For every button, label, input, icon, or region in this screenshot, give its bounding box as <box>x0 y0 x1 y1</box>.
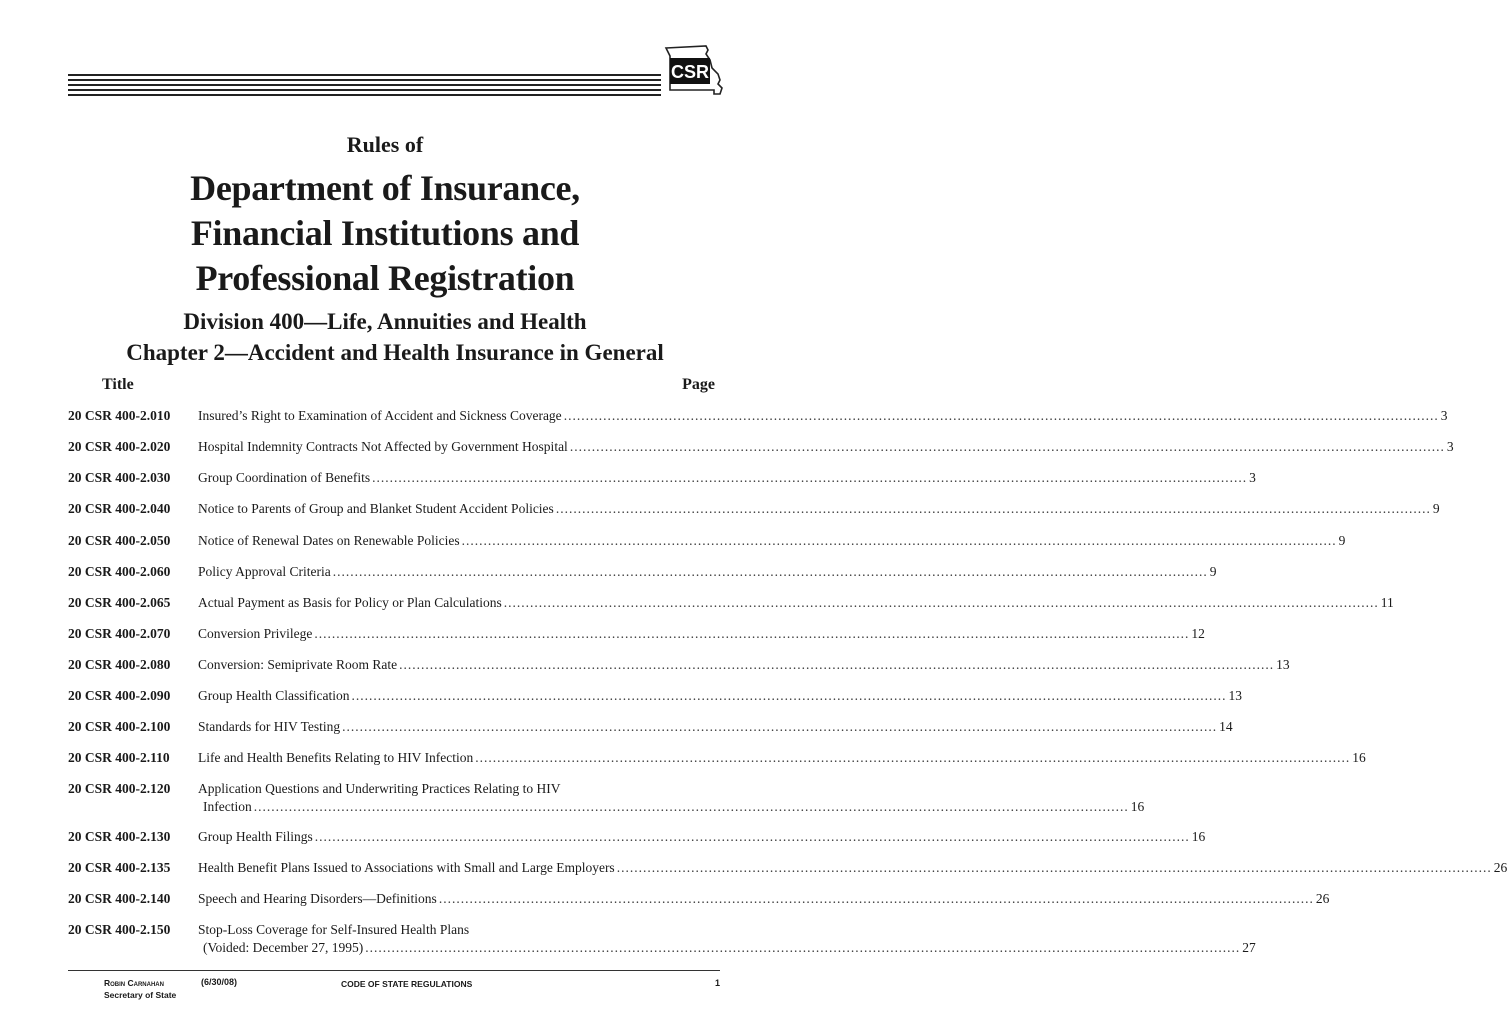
footer-publication: CODE OF STATE REGULATIONS <box>341 979 473 989</box>
rule-number: 20 CSR 400-2.110 <box>68 750 170 765</box>
rule-number: 20 CSR 400-2.050 <box>68 533 171 548</box>
rule-title: Stop-Loss Coverage for Self-Insured Health Plans <box>198 922 470 937</box>
page-number: 27 <box>1242 940 1256 955</box>
header-rules <box>68 74 661 99</box>
rule-title: Notice to Parents of Group and Blanket Student Accident Policies <box>198 501 554 516</box>
rule-title: Insured’s Right to Examination of Accident and Sickness Coverage <box>198 408 562 423</box>
dot-leader: ........................................................................................................................................................................................................ <box>314 829 1190 844</box>
rule-title: Health Benefit Plans Issued to Associations with Small and Large Employers <box>198 860 615 875</box>
page-column-header: Page <box>682 376 715 393</box>
dot-leader: ........................................................................................................................................................................................................ <box>475 750 1351 765</box>
rule-title: Application Questions and Underwriting Practices Relating to HIV <box>198 781 561 796</box>
chapter-heading: Chapter 2—Accident and Health Insurance in General <box>126 340 664 365</box>
page-number: 16 <box>1191 829 1206 844</box>
rule-number: 20 CSR 400-2.070 <box>68 626 171 641</box>
page-number: 12 <box>1191 626 1205 641</box>
rule-title: Conversion Privilege <box>198 626 313 641</box>
footer-page-number: 1 <box>715 978 721 988</box>
rule-number: 20 CSR 400-2.080 <box>68 657 171 672</box>
rule-title: Notice of Renewal Dates on Renewable Policies <box>198 533 460 548</box>
page-number: 14 <box>1219 719 1233 734</box>
division-heading: Division 400—Life, Annuities and Health <box>183 309 587 334</box>
dot-leader: ........................................................................................................................................................................................................ <box>438 891 1314 906</box>
rule-number: 20 CSR 400-2.100 <box>68 719 171 734</box>
page-number: 9 <box>1209 564 1217 579</box>
rule-title: Policy Approval Criteria <box>198 564 331 579</box>
rule-number: 20 CSR 400-2.150 <box>68 922 171 937</box>
dot-leader: ........................................................................................................................................................................................................ <box>372 470 1248 485</box>
rule-number: 20 CSR 400-2.135 <box>68 860 171 875</box>
rule-number: 20 CSR 400-2.040 <box>68 501 171 516</box>
page-number: 16 <box>1352 750 1366 765</box>
dot-leader: ........................................................................................................................................................................................................ <box>314 626 1190 641</box>
footer-secretary-role: Secretary of State <box>104 990 177 1000</box>
footer-date: (6/30/08) <box>201 977 238 987</box>
department-title-line: Department of Insurance, <box>190 168 580 208</box>
rule-title: Group Health Filings <box>198 829 313 844</box>
rule-number: 20 CSR 400-2.020 <box>68 439 171 454</box>
missouri-state-outline-icon <box>662 40 726 100</box>
rule-title: Group Health Classification <box>198 688 350 703</box>
dot-leader: ........................................................................................................................................................................................................ <box>365 940 1241 955</box>
rule-number: 20 CSR 400-2.060 <box>68 564 171 579</box>
dot-leader: ........................................................................................................................................................................................................ <box>342 719 1218 734</box>
rule-number: 20 CSR 400-2.130 <box>68 829 171 844</box>
rule-title: Group Coordination of Benefits <box>198 470 371 485</box>
rule-title: Conversion: Semiprivate Room Rate <box>198 657 398 672</box>
rules-of-heading: Rules of <box>346 132 424 157</box>
rule-number: 20 CSR 400-2.065 <box>68 595 171 610</box>
department-title-line: Professional Registration <box>195 258 575 298</box>
rule-title-continuation: Infection <box>203 799 252 814</box>
footer-secretary-name: Robin Carnahan <box>104 978 164 988</box>
dot-leader: ........................................................................................................................................................................................................ <box>569 439 1445 454</box>
page-number: 16 <box>1130 799 1145 814</box>
logo-text: CSR <box>670 62 710 82</box>
rule-title: Speech and Hearing Disorders—Definitions <box>198 891 437 906</box>
rule-number: 20 CSR 400-2.010 <box>68 408 171 423</box>
footer-rule <box>68 970 720 971</box>
rule-number: 20 CSR 400-2.140 <box>68 891 171 906</box>
dot-leader: ........................................................................................................................................................................................................ <box>399 657 1275 672</box>
dot-leader: ........................................................................................................................................................................................................ <box>503 595 1379 610</box>
rule-number: 20 CSR 400-2.090 <box>68 688 171 703</box>
page-number: 26 <box>1315 891 1330 906</box>
page-number: 3 <box>1440 408 1448 423</box>
dot-leader: ........................................................................................................................................................................................................ <box>616 860 1492 875</box>
rule-title: Standards for HIV Testing <box>198 719 341 734</box>
page-number: 11 <box>1380 595 1394 610</box>
page-number: 3 <box>1446 439 1454 454</box>
dot-leader: ........................................................................................................................................................................................................ <box>563 408 1439 423</box>
dot-leader: ........................................................................................................................................................................................................ <box>253 799 1129 814</box>
rule-title-continuation: (Voided: December 27, 1995) <box>203 940 364 955</box>
title-column-header: Title <box>102 376 134 393</box>
page-number: 13 <box>1228 688 1242 703</box>
rule-number: 20 CSR 400-2.030 <box>68 470 171 485</box>
dot-leader: ........................................................................................................................................................................................................ <box>555 501 1431 516</box>
page-number: 13 <box>1276 657 1290 672</box>
rule-title: Hospital Indemnity Contracts Not Affected by Government Hospital <box>198 439 568 454</box>
dot-leader: ........................................................................................................................................................................................................ <box>351 688 1227 703</box>
page-number: 26 <box>1493 860 1507 875</box>
department-title <box>0 166 770 301</box>
rule-number: 20 CSR 400-2.120 <box>68 781 171 796</box>
page-number: 3 <box>1249 470 1256 485</box>
rule-title: Life and Health Benefits Relating to HIV Infection <box>198 750 474 765</box>
page-number: 9 <box>1432 501 1440 516</box>
dot-leader: ........................................................................................................................................................................................................ <box>461 533 1337 548</box>
page-number: 9 <box>1338 533 1346 548</box>
rule-title: Actual Payment as Basis for Policy or Plan Calculations <box>198 595 502 610</box>
dot-leader: ........................................................................................................................................................................................................ <box>332 564 1208 579</box>
department-title-line: Financial Institutions and <box>190 213 580 253</box>
